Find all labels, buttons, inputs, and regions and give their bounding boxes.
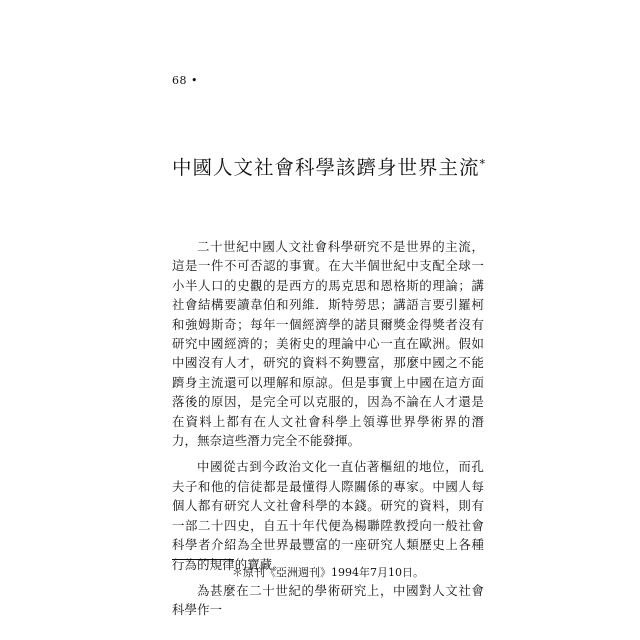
paragraph-1: 二十世紀中國人文社會科學研究不是世界的主流，這是一件不可否認的事實。在大半個世紀中支配全球一小半人口的史觀的是西方的馬克思和恩格斯的理論；講社會結構要讀韋伯和列維．斯特勞思；講語言要引羅柯和強姆斯奇；每年一個經濟學的諾貝爾獎金得獎者沒有研究中國經濟的；美術史的理論中心一直在歐洲。假如中國沒有人才，研究的資料不夠豐富，那麼中國之不能躋身主流還可以理解和原諒。但是事實上中國在這方面落後的原因，是完全可以克服的，因為不論在人才還是在資料上都有在人文社會科學上領導世界學術界的潛力，無奈這些潛力完全不能發揮。	[172, 239, 484, 449]
footnote: ＊原刊《亞洲週刊》1994年7月10日。	[232, 566, 424, 579]
paragraph-2: 中國從古到今政治文化一直佔著樞紐的地位，而孔夫子和他的信徒都是最懂得人際關係的專家。中國人每個人都有研究人文社會科學的本錢。研究的資料，則有一部二十四史，自五十年代便為楊聯陞教授向一般社會科學者介紹為全世界最豐富的一座研究人類歷史上各種行為的規律的寶藏。	[172, 459, 484, 572]
paragraph-3: 為甚麼在二十世紀的學術研究上，中國對人文社會科學作一	[172, 582, 484, 618]
footnote-divider	[172, 559, 234, 560]
article-title-block	[172, 152, 502, 180]
page-number: 68 •	[172, 74, 198, 87]
article-title: 中國人文社會科學該躋身世界主流	[172, 156, 480, 179]
footnote-marker: *	[479, 157, 486, 171]
